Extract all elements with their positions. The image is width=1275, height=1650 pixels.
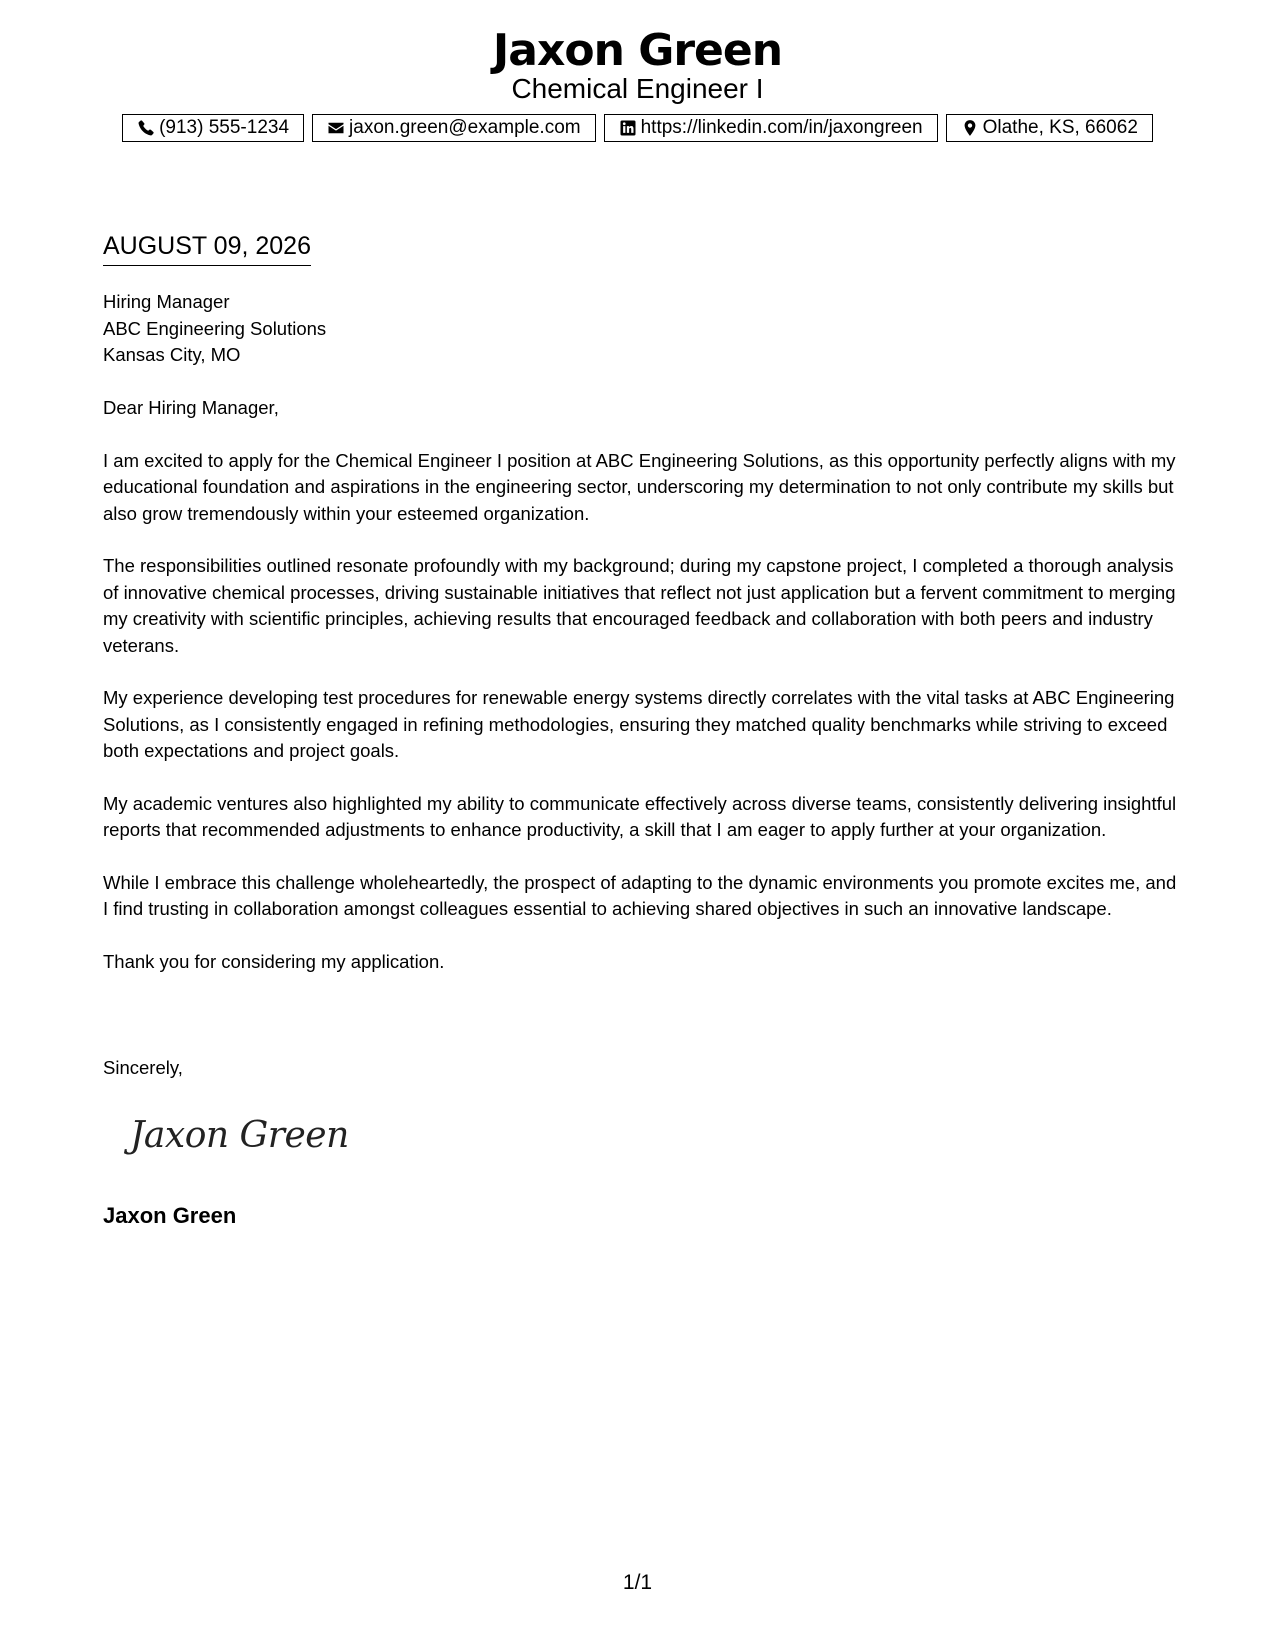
contact-linkedin: [604, 114, 938, 142]
body-paragraph: While I embrace this challenge wholeheartedly, the prospect of adapting to the dynamic environments you promote excites me, and I find trusting in collaboration amongst colleagues essential to achieving shared objectives in such an innovative landscape.: [103, 871, 1177, 919]
letter-body: [103, 395, 1183, 1001]
body-paragraph: The responsibilities outlined resonate profoundly with my background; during my capstone project, I completed a thorough analysis of innovative chemical processes, driving sustainable initiatives that reflect not just application but a fervent commitment to merging my creativity with scientific principles, achieving results that encouraged feedback and collaboration with both peers and industry veterans.: [103, 555, 1176, 656]
envelope-icon: [327, 119, 345, 137]
contact-phone: [122, 114, 304, 142]
body-paragraph: I am excited to apply for the Chemical Engineer I position at ABC Engineering Solutions, as this opportunity perfectly aligns with my educational foundation and aspirations in the engineering sector, underscoring my determination to not only contribute my skills but also grow tremendously within your esteemed organization.: [103, 449, 1176, 524]
body-paragraph: My experience developing test procedures for renewable energy systems directly correlates with the vital tasks at ABC Engineering Solutions, as I consistently engaged in refining methodologies, ensuring they matched quality benchmarks while striving to exceed both expectations and project goals.: [103, 687, 1175, 761]
closing: Sincerely,: [103, 1057, 183, 1078]
email-link[interactable]: jaxon.green@example.com: [349, 117, 581, 138]
recipient-line: Kansas City, MO: [103, 344, 241, 365]
letter-date: AUGUST 09, 2026: [103, 230, 311, 266]
handwritten-signature: Jaxon Green: [130, 1115, 349, 1156]
linkedin-link[interactable]: https://linkedin.com/in/jaxongreen: [640, 117, 923, 138]
applicant-name: Jaxon Green: [492, 25, 783, 76]
job-title: Chemical Engineer I: [511, 73, 764, 104]
recipient-line: ABC Engineering Solutions: [103, 317, 327, 339]
location-text: Olathe, KS, 66062: [982, 117, 1138, 138]
body-paragraph: My academic ventures also highlighted my ability to communicate effectively across diverse teams, consistently delivering insightful reports that recommended adjustments to enhance productivity, a skill that I am eager to apply further at your organization.: [103, 792, 1177, 840]
contact-bar: [0, 114, 1275, 142]
contact-email: [312, 114, 596, 142]
signed-name: Jaxon Green: [103, 1203, 237, 1228]
phone-text[interactable]: (913) 555-1234: [159, 117, 290, 138]
linkedin-icon: [619, 119, 637, 137]
salutation: Dear Hiring Manager,: [103, 397, 279, 418]
phone-icon: [137, 119, 155, 137]
map-pin-icon: [961, 119, 979, 137]
body-paragraph: Thank you for considering my application.: [103, 950, 445, 972]
recipient-line: Hiring Manager: [103, 291, 230, 312]
page-number: 1/1: [622, 1571, 653, 1594]
contact-location: [946, 114, 1153, 142]
recipient-block: [103, 289, 326, 369]
